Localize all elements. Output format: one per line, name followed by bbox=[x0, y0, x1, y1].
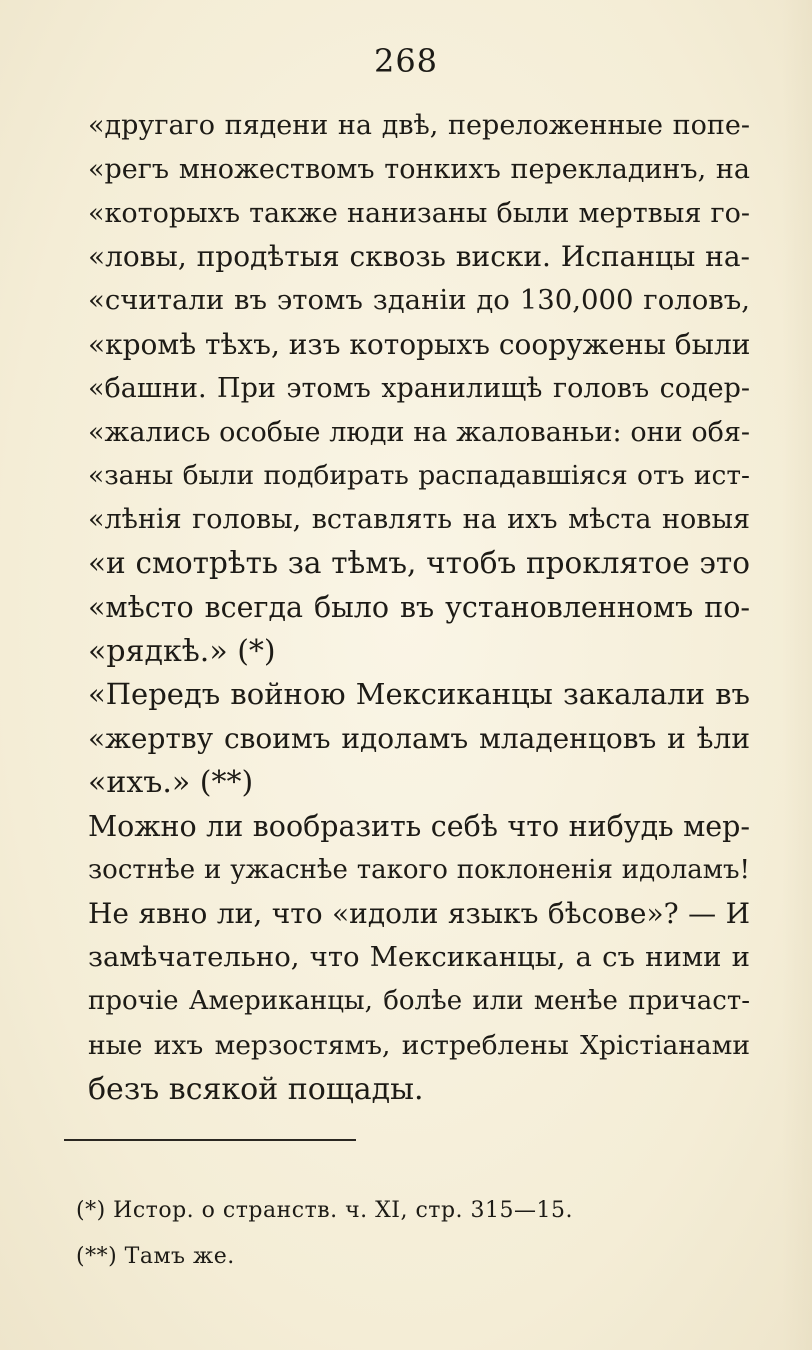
footnotes bbox=[76, 1188, 716, 1280]
page-number: 268 bbox=[373, 42, 439, 80]
text-line: «рядкѣ.» (*) bbox=[88, 633, 276, 669]
text-line: ные ихъ мерзостямъ, истреблены Хрістіанами bbox=[88, 1029, 750, 1061]
footnote: (**) Тамъ же. bbox=[76, 1244, 235, 1269]
text-line: «жались особые люди на жалованьи: они обя- bbox=[88, 416, 750, 448]
text-line: замѣчательно, что Мексиканцы, а съ ними и bbox=[88, 941, 750, 974]
text-line: прочіе Американцы, болѣе или менѣе причаст- bbox=[88, 985, 750, 1016]
text-line: «жертву своимъ идоламъ младенцовъ и ѣли bbox=[88, 722, 750, 756]
text-line: зостнѣе и ужаснѣе такого поклоненія идоламъ! bbox=[88, 854, 750, 885]
text-line: «регъ множествомъ тонкихъ перекладинъ, на bbox=[88, 153, 750, 185]
text-line: «кромѣ тѣхъ, изъ которыхъ сооружены были bbox=[88, 327, 751, 361]
footnote: (*) Истор. о странств. ч. XI, стр. 315—15. bbox=[76, 1198, 574, 1223]
footnote-divider bbox=[64, 1139, 356, 1141]
text-line: безъ всякой пощады. bbox=[88, 1071, 424, 1107]
text-line: Можно ли вообразить себѣ что нибудь мер- bbox=[88, 809, 750, 843]
text-line: «заны были подбирать распадавшіяся отъ ист- bbox=[88, 460, 750, 492]
text-line: «ловы, продѣтыя сквозь виски. Испанцы на- bbox=[88, 240, 750, 274]
text-line: Не явно ли, что «идоли языкъ бѣсове»? — И bbox=[88, 897, 750, 931]
text-line: «башни. При этомъ хранилищѣ головъ содер- bbox=[88, 372, 750, 404]
text-line: «и смотрѣть за тѣмъ, чтобъ проклятое это bbox=[88, 545, 750, 580]
text-line: «мѣсто всегда было въ установленномъ по- bbox=[88, 590, 750, 624]
text-line: «Передъ войною Мексиканцы закалали въ bbox=[88, 677, 750, 712]
text-line: «считали въ этомъ зданіи до 130,000 головъ, bbox=[88, 284, 750, 317]
text-line: «лѣнія головы, вставлять на ихъ мѣста новыя bbox=[88, 504, 750, 536]
page-edge-shadow bbox=[782, 0, 812, 1350]
body-text bbox=[84, 104, 750, 1111]
text-line: «ихъ.» (**) bbox=[88, 764, 254, 800]
text-line: «которыхъ также нанизаны были мертвыя го- bbox=[88, 197, 750, 229]
text-line: «другаго пядени на двѣ, переложенные попе- bbox=[88, 110, 750, 141]
